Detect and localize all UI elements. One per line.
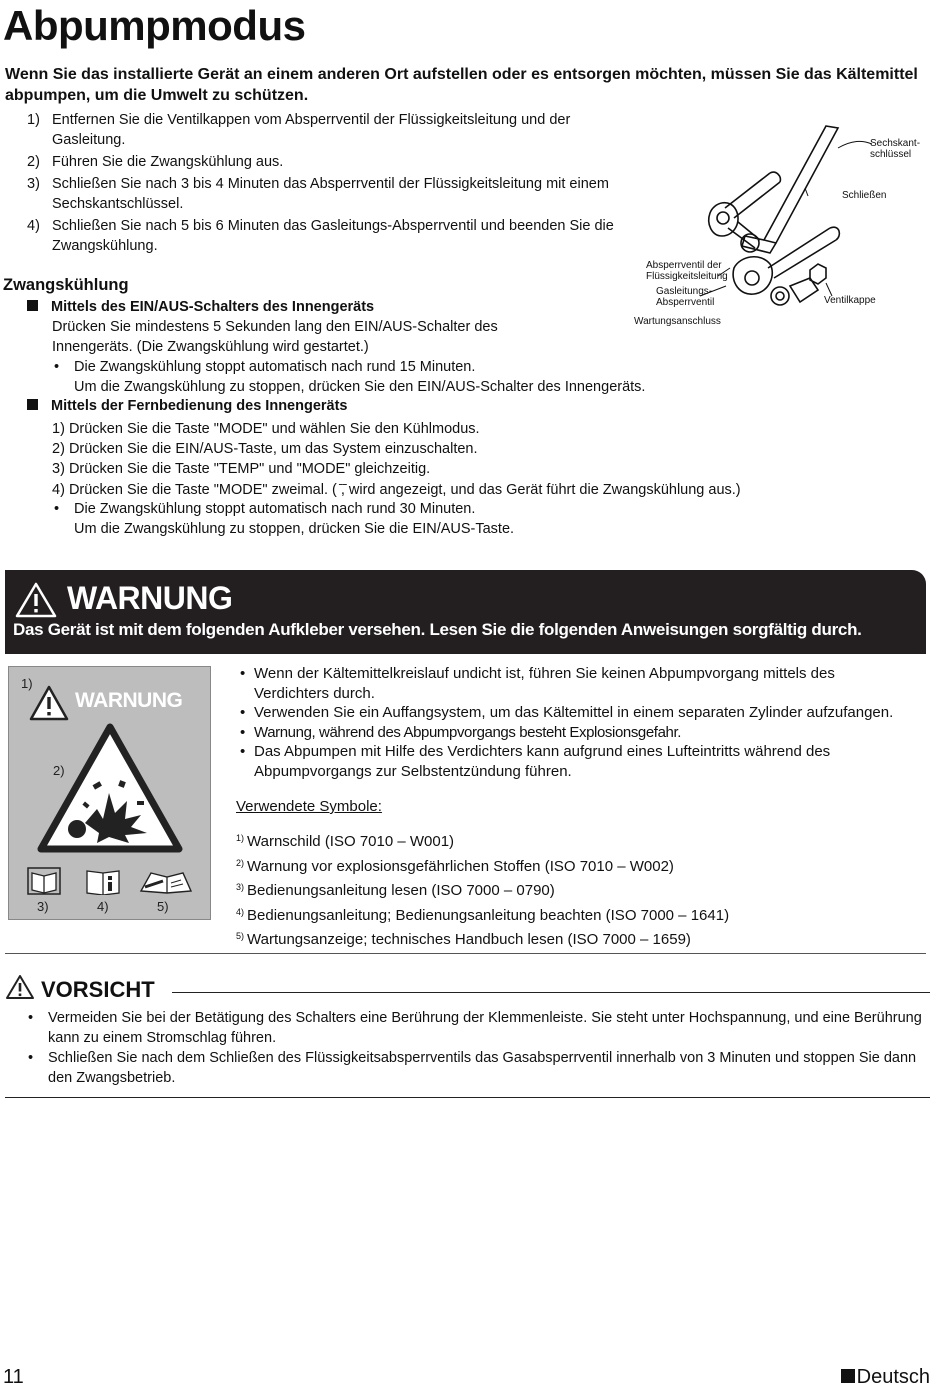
warning-bullets xyxy=(240,664,940,781)
intro-text: Wenn Sie das installierte Gerät an einem anderen Ort aufstellen oder es entsorgen möchten, müssen Sie das Kältemittel abpumpen, um die Umwelt zu schützen. xyxy=(5,66,918,104)
list-item: • Wenn der Kältemittelkreislauf undicht ist, führen Sie keinen Abpumpvorgang mittels des Verdichters durch. xyxy=(240,665,835,702)
page-number: 11 xyxy=(3,1366,24,1388)
explosive-hazard-icon xyxy=(37,723,183,853)
remote-step: 3) Drücken Sie die Taste "TEMP" und "MODE" gleichzeitig. xyxy=(52,461,431,477)
page-title: Abpumpmodus xyxy=(3,2,306,49)
caution-rule xyxy=(172,992,930,993)
step-item: 2) Führen Sie die Zwangskühlung aus. xyxy=(27,154,284,170)
list-item: • Vermeiden Sie bei der Betätigung des Schalters eine Berührung der Klemmenleiste. Sie steht unter Hochspannung, und eine Berührung kann zu einem Stromschlag führen. xyxy=(28,1010,922,1046)
bullet-icon: • xyxy=(54,501,60,517)
warning-subtitle: Das Gerät ist mit dem folgenden Aufkleber versehen. Lesen Sie die folgenden Anweisungen sorgfältig durch. xyxy=(13,620,862,639)
valve-diagram xyxy=(630,118,940,338)
step-item: 4) Schließen Sie nach 5 bis 6 Minuten das Gasleitungs-Absperrventil und beenden Sie die Zwangskühlung. xyxy=(27,218,614,254)
list-item: $^{1)}$ Warnschild (ISO 7010 – W001) xyxy=(236,833,455,850)
label-close: Schließen xyxy=(842,190,887,201)
sticker-label-5: 5) xyxy=(157,899,169,914)
indoor-bullet: • Die Zwangskühlung stoppt automatisch nach rund 15 Minuten. xyxy=(54,359,476,375)
label-service-port: Wartungsanschluss xyxy=(634,316,721,327)
remote-step: 2) Drücken Sie die EIN/AUS-Taste, um das System einzuschalten. xyxy=(52,441,478,457)
label-liquid-valve: Absperrventil der Flüssigkeitsleitung xyxy=(646,260,728,282)
square-bullet-icon xyxy=(27,300,38,311)
warning-triangle-icon xyxy=(15,582,57,618)
list-item: • Schließen Sie nach dem Schließen des Flüssigkeitsabsperrventils das Gasabsperrventil innerhalb von 3 Minuten und stoppen Sie dann den Zwangsbetrieb. xyxy=(28,1050,917,1086)
divider xyxy=(5,953,926,954)
list-item: • Verwenden Sie ein Auffangsystem, um das Kältemittel in einem separaten Zylinder aufzufangen. xyxy=(240,704,894,721)
remote-bullet-cont: Um die Zwangskühlung zu stoppen, drücken Sie die EIN/AUS-Taste. xyxy=(74,521,515,537)
sticker-warning-label: WARNUNG xyxy=(75,689,183,712)
step-item: 1) Entfernen Sie die Ventilkappen vom Absperrventil der Flüssigkeitsleitung und der Gasleitung. xyxy=(27,112,571,148)
list-item: $^{5)}$ Wartungsanzeige; technisches Handbuch lesen (ISO 7000 – 1659) xyxy=(236,931,691,949)
indoor-switch-heading: Mittels des EIN/AUS-Schalters des Innengeräts xyxy=(27,298,374,316)
warning-title: WARNUNG xyxy=(67,580,233,616)
bullet-icon: • xyxy=(240,743,246,760)
indoor-bullet-cont: Um die Zwangskühlung zu stoppen, drücken Sie den EIN/AUS-Schalter des Innengeräts. xyxy=(74,379,646,395)
warning-sign-icon xyxy=(29,685,69,721)
manual-info-icon xyxy=(85,867,121,895)
remote-heading: Mittels der Fernbedienung des Innengeräts xyxy=(27,397,348,415)
square-bullet-icon xyxy=(27,399,38,410)
bullet-icon: • xyxy=(240,665,246,682)
remote-bullet: • Die Zwangskühlung stoppt automatisch nach rund 30 Minuten. xyxy=(54,501,476,517)
label-hex-wrench: Sechskant- schlüssel xyxy=(870,138,921,160)
list-item: $^{2)}$ Warnung vor explosionsgefährlichen Stoffen (ISO 7010 – W002) xyxy=(236,857,674,875)
label-valve-cap: Ventilkappe xyxy=(824,295,876,306)
language-label: Deutsch xyxy=(841,1366,930,1389)
pumpdown-steps xyxy=(27,110,627,258)
service-manual-icon xyxy=(137,867,195,895)
bullet-icon: • xyxy=(240,723,245,741)
bullet-icon: • xyxy=(240,704,246,721)
list-item: $^{4)}$ Bedienungsanleitung; Bedienungsanleitung beachten (ISO 7000 – 1641) xyxy=(236,906,730,924)
sticker-label-4: 4) xyxy=(97,899,109,914)
indoor-text-1: Drücken Sie mindestens 5 Sekunden lang den EIN/AUS-Schalter des xyxy=(52,319,498,335)
caution-bullets xyxy=(28,1008,933,1088)
list-item: $^{3)}$ Bedienungsanleitung lesen (ISO 7000 – 0790) xyxy=(236,882,555,900)
sticker-label-2: 2) xyxy=(53,763,65,778)
sticker-label-3: 3) xyxy=(37,899,49,914)
caution-triangle-icon xyxy=(5,974,35,1000)
sticker-label-1: 1) xyxy=(21,676,33,691)
bullet-icon: • xyxy=(28,1050,34,1066)
symbols-list xyxy=(236,828,729,951)
read-manual-icon xyxy=(27,867,61,895)
remote-step: 4) Drücken Sie die Taste "MODE" zweimal. ( ̄,̄ wird angezeigt, und das Gerät führt die Zwangskühlung aus.) xyxy=(52,482,741,498)
square-icon xyxy=(841,1369,855,1383)
list-item: • Warnung, während des Abpumpvorgangs besteht Explosionsgefahr. xyxy=(240,723,681,741)
warning-banner xyxy=(5,570,926,654)
indoor-text-2: Innengeräts. (Die Zwangskühlung wird gestartet.) xyxy=(52,339,369,355)
label-gas-valve: Gasleitungs- Absperrventil xyxy=(656,286,715,308)
step-item: 3) Schließen Sie nach 3 bis 4 Minuten das Absperrventil der Flüssigkeitsleitung mit einem Sechskantschlüssel. xyxy=(27,176,609,212)
remote-step: 1) Drücken Sie die Taste "MODE" und wählen Sie den Kühlmodus. xyxy=(52,421,480,437)
divider xyxy=(5,1097,930,1098)
symbols-heading: Verwendete Symbole: xyxy=(236,798,382,815)
bullet-icon: • xyxy=(54,359,60,375)
list-item: • Das Abpumpen mit Hilfe des Verdichters kann aufgrund eines Lufteintritts während des Abpumpvorgangs zur Selbstentzündung führen. xyxy=(240,743,831,780)
forced-cooling-heading: Zwangskühlung xyxy=(3,276,129,294)
bullet-icon: • xyxy=(28,1010,34,1026)
caution-heading: VORSICHT xyxy=(5,974,155,1003)
warning-sticker xyxy=(8,666,211,920)
